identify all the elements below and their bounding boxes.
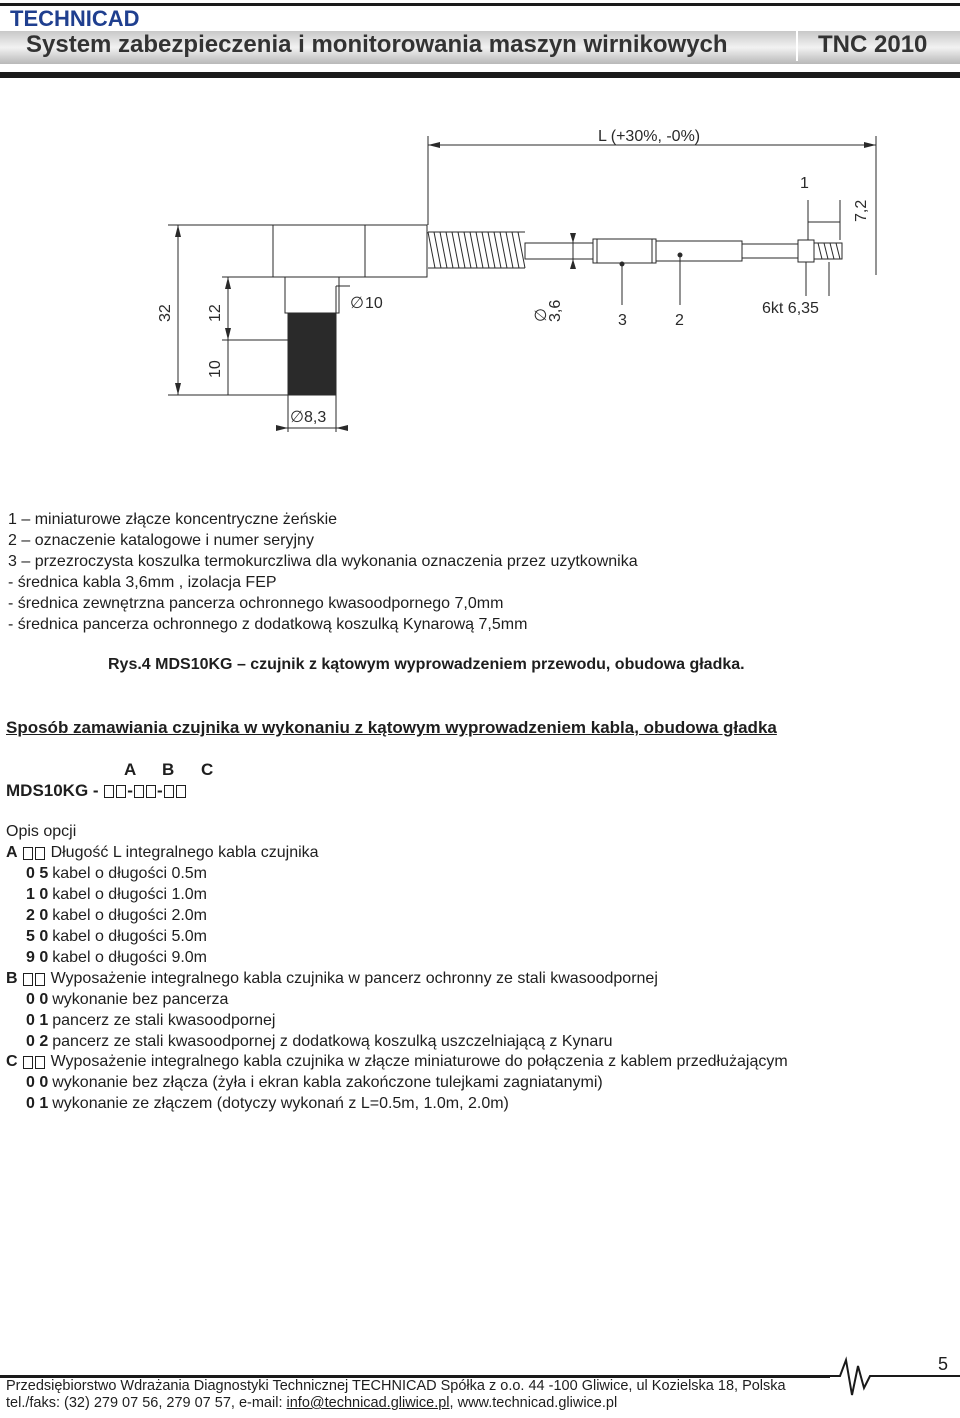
- technicad-logo: [10, 4, 150, 32]
- list-item: 0 0 wykonanie bez złącza (żyła i ekran kabla zakończone tulejkami zagniatanymi): [26, 1074, 603, 1091]
- group-letter: C: [6, 1053, 18, 1070]
- logo-text: TECHNICAD: [10, 6, 140, 31]
- dimension-2-label: 2: [675, 312, 684, 329]
- page-number: 5: [938, 1354, 949, 1374]
- code-box: [23, 973, 33, 986]
- code-box: [35, 847, 45, 860]
- dimension-d8-3-label: 8,3: [304, 409, 327, 426]
- model-code: [6, 781, 187, 801]
- legend-line-1: 1 – miniaturowe złącze koncentryczne żeńskie: [8, 511, 338, 528]
- code-box: [146, 785, 156, 798]
- figure-caption: Rys.4 MDS10KG – czujnik z kątowym wyprowadzeniem przewodu, obudowa gładka.: [108, 656, 745, 673]
- footer-contact: tel./faks: (32) 279 07 56, 279 07 57, e-mail:: [6, 1395, 287, 1411]
- group-title: Długość L integralnego kabla czujnika: [50, 844, 319, 861]
- dimension-7-2-label: 7,2: [853, 199, 870, 222]
- list-item: 0 2 pancerz ze stali kwasoodpornej z dodatkową koszulką uszczelniającą z Kynaru: [26, 1033, 613, 1050]
- header-separator: [796, 31, 798, 61]
- code-box: [116, 785, 126, 798]
- code-box: [164, 785, 174, 798]
- options-title: Opis opcji: [6, 823, 77, 840]
- legend-line-2: 2 – oznaczenie katalogowe i numer seryjny: [8, 532, 314, 549]
- model-prefix: MDS10KG -: [6, 781, 104, 800]
- code-box: [23, 847, 33, 860]
- footer-line-2: [6, 1395, 617, 1411]
- legend-line-4: - średnica kabla 3,6mm , izolacja FEP: [8, 574, 277, 591]
- code-separator: -: [156, 781, 163, 800]
- diameter-symbol-1: ∅: [533, 308, 550, 322]
- list-item: 9 0 kabel o długości 9.0m: [26, 949, 208, 966]
- code-box: [104, 785, 114, 798]
- email-link[interactable]: info@technicad.gliwice.pl: [286, 1395, 450, 1411]
- code-box: [23, 1056, 33, 1069]
- website-link[interactable]: www.technicad.gliwice.pl: [457, 1395, 618, 1411]
- legend-line-3: 3 – przezroczysta koszulka termokurczliwa dla wykonania oznaczenia przez uzytkownika: [8, 553, 638, 570]
- list-item: 0 1 pancerz ze stali kwasoodpornej: [26, 1012, 276, 1029]
- header-title: System zabezpieczenia i monitorowania maszyn wirnikowych: [26, 31, 728, 58]
- sensor-technical-drawing: [0, 110, 960, 450]
- diameter-symbol-3: ∅: [290, 409, 304, 426]
- dimension-3-label: 3: [618, 312, 627, 329]
- list-item: 0 1 wykonanie ze złączem (dotyczy wykonań z L=0.5m, 1.0m, 2.0m): [26, 1095, 509, 1112]
- group-b-header: [6, 970, 658, 988]
- code-separator: -: [127, 781, 133, 800]
- dimension-d10-label: 10: [365, 295, 383, 312]
- list-item: 5 0 kabel o długości 5.0m: [26, 928, 208, 945]
- group-a-header: [6, 844, 319, 862]
- dimension-hex-label: 6kt 6,35: [762, 300, 819, 317]
- ordering-heading: Sposób zamawiania czujnika w wykonaniu z kątowym wyprowadzeniem kabla, obudowa gładka: [6, 718, 777, 737]
- footer-separator: ,: [449, 1395, 458, 1411]
- group-title: Wyposażenie integralnego kabla czujnika w pancerz ochronny ze stali kwasoodpornej: [50, 970, 658, 987]
- code-box: [134, 785, 144, 798]
- code-box: [35, 973, 45, 986]
- diameter-symbol-2: ∅: [350, 295, 364, 312]
- list-item: 1 0 kabel o długości 1.0m: [26, 886, 208, 903]
- dimension-length-label: L (+30%, -0%): [598, 128, 701, 145]
- header-code: TNC 2010: [818, 31, 928, 58]
- group-c-header: [6, 1053, 788, 1071]
- group-letter: B: [6, 970, 18, 987]
- list-item: 2 0 kabel o długości 2.0m: [26, 907, 208, 924]
- legend-line-5: - średnica zewnętrzna pancerza ochronnego kwasoodpornego 7,0mm: [8, 595, 504, 612]
- list-item: 0 0 wykonanie bez pancerza: [26, 991, 229, 1008]
- code-letter-c: C: [201, 760, 214, 779]
- code-letter-a: A: [124, 760, 137, 779]
- group-letter: A: [6, 844, 18, 861]
- footer-line-1: Przedsiębiorstwo Wdrażania Diagnostyki Technicznej TECHNICAD Spółka z o.o. 44 -100 Gliwice, ul Kozielska 18, Polska: [6, 1378, 786, 1394]
- header-rule-bottom: [0, 72, 960, 78]
- code-letter-b: B: [162, 760, 175, 779]
- code-box: [176, 785, 186, 798]
- dimension-12-label: 12: [207, 304, 224, 322]
- dimension-32-label: 32: [157, 304, 174, 322]
- list-item: 0 5 kabel o długości 0.5m: [26, 865, 208, 882]
- dimension-d3-6-label: 3,6: [547, 299, 564, 322]
- legend-line-6: - średnica pancerza ochronnego z dodatkową koszulką Kynarową 7,5mm: [8, 616, 528, 633]
- dimension-10-label: 10: [207, 360, 224, 378]
- dimension-1-label: 1: [800, 175, 809, 192]
- code-box: [35, 1056, 45, 1069]
- group-title: Wyposażenie integralnego kabla czujnika w złącze miniaturowe do połączenia z kablem przedłużającym: [50, 1053, 788, 1070]
